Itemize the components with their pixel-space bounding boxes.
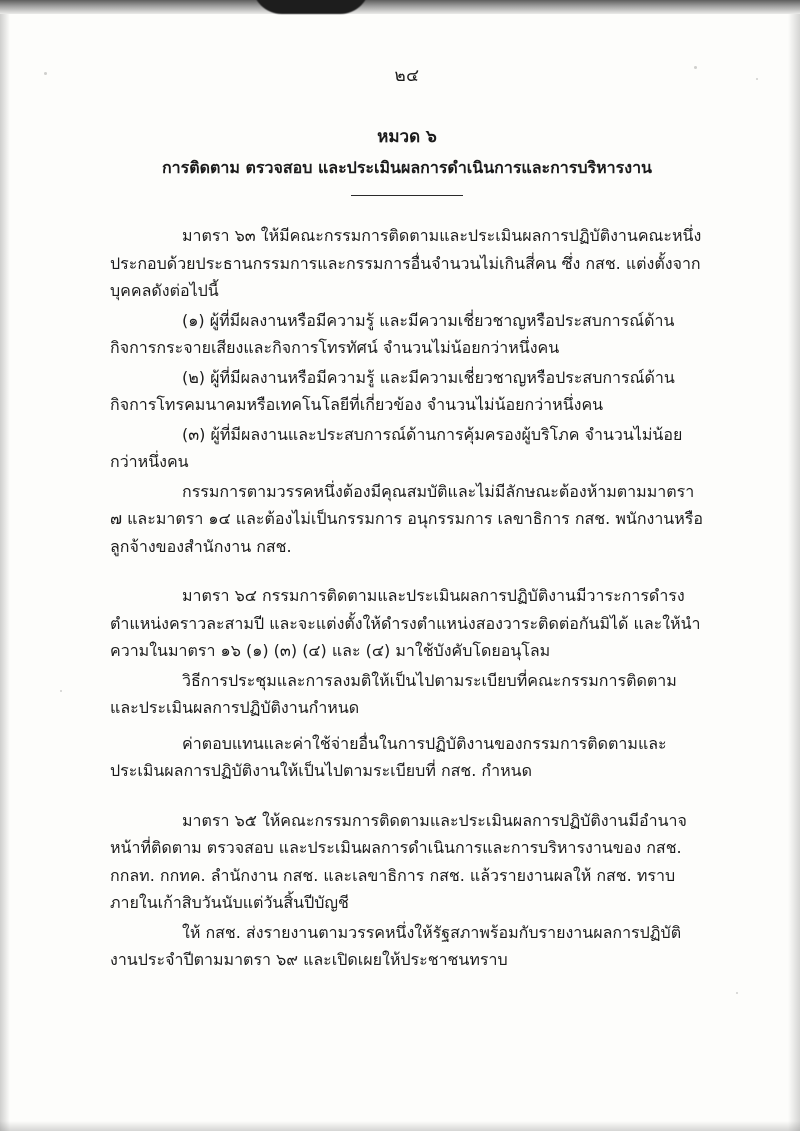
paragraph-section-65-p2: ให้ กสช. ส่งรายงานตามวรรคหนึ่งให้รัฐสภาพร้อมกับรายงานผลการปฏิบัติงานประจำปีตามมาตรา ๖๙ และเปิดเผยให้ประชาชนทราบ <box>110 922 682 970</box>
chapter-subheading: การติดตาม ตรวจสอบ และประเมินผลการดำเนินการและการบริหารงาน <box>161 158 652 177</box>
paragraph-section-63-item-1: (๑) ผู้ที่มีผลงานหรือมีความรู้ และมีความเชี่ยวชาญหรือประสบการณ์ด้านกิจการกระจายเสียงและกิจการโทรทัศน์ จำนวนไม่น้อยกว่าหนึ่งคน <box>110 310 675 358</box>
heading-divider <box>351 195 463 196</box>
paragraph-section-64-p3: ค่าตอบแทนและค่าใช้จ่ายอื่นในการปฏิบัติงานของกรรมการติดตามและประเมินผลการปฏิบัติงานให้เป็นไปตามระเบียบที่ กสช. กำหนด <box>110 733 667 781</box>
paragraph-section-63-p2: กรรมการตามวรรคหนึ่งต้องมีคุณสมบัติและไม่มีลักษณะต้องห้ามตามมาตรา ๗ และมาตรา ๑๔ และต้องไม่เป็นกรรมการ อนุกรรมการ เลขาธิการ กสช. พนักงานหรือลูกจ้างของสำนักงาน กสช. <box>110 481 703 556</box>
paragraph-section-64-p2: วิธีการประชุมและการลงมติให้เป็นไปตามระเบียบที่คณะกรรมการติดตามและประเมินผลการปฏิบัติงานกำหนด <box>110 670 677 718</box>
scan-top-band <box>0 0 800 14</box>
paragraph-section-63-item-2: (๒) ผู้ที่มีผลงานหรือมีความรู้ และมีความเชี่ยวชาญหรือประสบการณ์ด้านกิจการโทรคมนาคมหรือเทคโนโลยีที่เกี่ยวข้อง จำนวนไม่น้อยกว่าหนึ่งคน <box>110 367 675 415</box>
page-number: ๒๔ <box>394 66 420 86</box>
paragraph-section-63-p1: มาตรา ๖๓ ให้มีคณะกรรมการติดตามและประเมินผลการปฏิบัติงานคณะหนึ่ง ประกอบด้วยประธานกรรมการและกรรมการอื่นจำนวนไม่เกินสี่คน ซึ่ง กสช. แต่งตั้งจากบุคคลดังต่อไปนี้ <box>110 226 702 301</box>
paragraph-section-64-p1: มาตรา ๖๔ กรรมการติดตามและประเมินผลการปฏิบัติงานมีวาระการดำรงตำแหน่งคราวละสามปี และจะแต่งตั้งให้ดำรงตำแหน่งสองวาระติดต่อกันมิได้ และให้นำความในมาตรา ๑๖ (๑) (๓) (๔) และ (๔) มาใช้บังคับโดยอนุโลม <box>110 586 701 661</box>
page-content <box>0 14 800 1131</box>
paragraph-section-65-p1: มาตรา ๖๕ ให้คณะกรรมการติดตามและประเมินผลการปฏิบัติงานมีอำนาจหน้าที่ติดตาม ตรวจสอบ และประเมินผลการดำเนินการและการบริหารงานของ กสช. กกลท. กกทค. ลำนักงาน กสช. และเลขาธิการ กสช. แล้วรายงานผลให้ กสช. ทราบภายในเก้าสิบวันนับแต่วันสิ้นปีบัญชี <box>110 810 687 913</box>
body-text-container <box>110 222 704 974</box>
chapter-heading: หมวด ๖ <box>377 127 437 147</box>
paragraph-section-63-item-3: (๓) ผู้ที่มีผลงานและประสบการณ์ด้านการคุ้มครองผู้บริโภค จำนวนไม่น้อยกว่าหนึ่งคน <box>110 424 683 472</box>
